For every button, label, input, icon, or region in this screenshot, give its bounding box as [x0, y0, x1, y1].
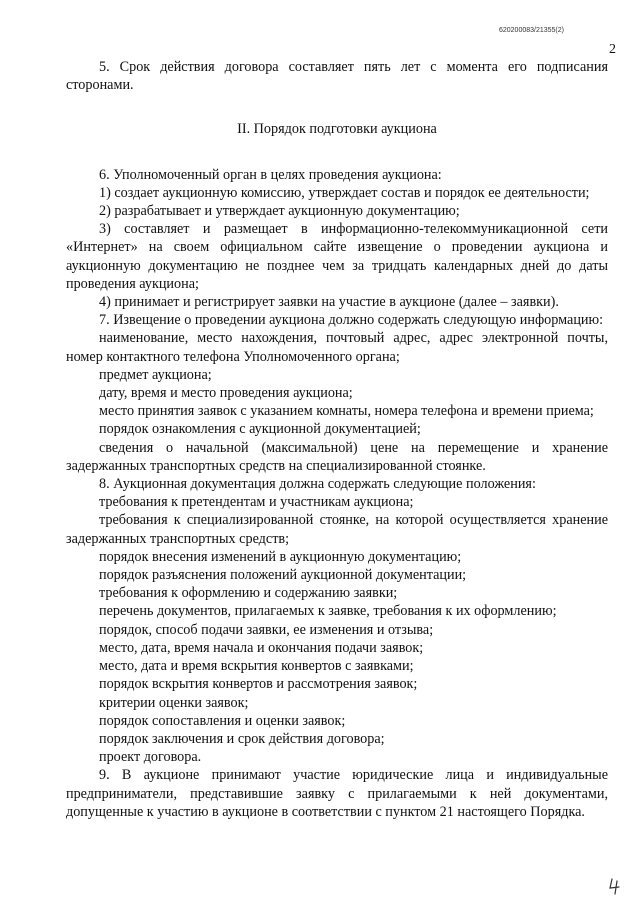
paragraph: порядок вскрытия конвертов и рассмотрения заявок;	[99, 676, 418, 693]
paragraph: 6. Уполномоченный орган в целях проведения аукциона:	[99, 166, 442, 183]
paragraph: порядок, способ подачи заявки, ее изменения и отзыва;	[99, 621, 434, 638]
section-title: II. Порядок подготовки аукциона	[237, 121, 437, 138]
paragraph: 9. В аукционе принимают участие юридические лица и индивидуальные предприниматели, представившие заявку с прилагаемыми к ней документами, допущенные к участию в аукционе в соответствии с пунктом 21 настоящего Порядка.	[66, 767, 608, 820]
paragraph: порядок заключения и срок действия договора;	[99, 730, 385, 747]
paragraph: порядок разъяснения положений аукционной документации;	[99, 567, 467, 584]
handwritten-mark-icon	[608, 877, 622, 895]
page-number: 2	[609, 42, 616, 57]
paragraph: порядок ознакомления с аукционной документацией;	[99, 421, 421, 438]
paragraph: 8. Аукционная документация должна содержать следующие положения:	[99, 476, 536, 493]
paragraph: место принятия заявок с указанием комнаты, номера телефона и времени приема;	[99, 403, 594, 420]
paragraph: 5. Срок действия договора составляет пять лет с момента его подписания сторонами.	[66, 59, 608, 94]
paragraph: 3) составляет и размещает в информационно-телекоммуникационной сети «Интернет» на своем официальном сайте извещение о проведении аукциона и аукционную документацию не позднее чем за тридцать календарных дней до даты проведения аукциона;	[66, 221, 608, 292]
paragraph: требования к оформлению и содержанию заявки;	[99, 585, 398, 602]
paragraph: дату, время и место проведения аукциона;	[99, 385, 353, 402]
paragraph: требования к специализированной стоянке, на которой осуществляется хранение задержанных транспортных средств;	[66, 512, 608, 547]
paragraph: порядок сопоставления и оценки заявок;	[99, 712, 346, 729]
paragraph-list	[66, 166, 608, 821]
paragraph: сведения о начальной (максимальной) цене на перемещение и хранение задержанных транспортных средств на специализированной стоянке.	[66, 439, 608, 474]
paragraph: требования к претендентам и участникам аукциона;	[99, 494, 414, 511]
paragraph: 4) принимает и регистрирует заявки на участие в аукционе (далее – заявки).	[99, 294, 559, 311]
paragraph: критерии оценки заявок;	[99, 694, 249, 711]
paragraph: проект договора.	[99, 749, 202, 766]
paragraph: 7. Извещение о проведении аукциона должно содержать следующую информацию:	[99, 312, 604, 329]
document-code: 620200083/21355(2)	[498, 27, 564, 34]
paragraph: 2) разрабатывает и утверждает аукционную документацию;	[99, 203, 460, 220]
paragraph: перечень документов, прилагаемых к заявке, требования к их оформлению;	[99, 603, 557, 620]
paragraph: предмет аукциона;	[99, 366, 212, 383]
paragraph: 1) создает аукционную комиссию, утверждает состав и порядок ее деятельности;	[99, 184, 590, 201]
document-body	[66, 58, 608, 821]
paragraph: наименование, место нахождения, почтовый адрес, адрес электронной почты, номер контактного телефона Уполномоченного органа;	[66, 330, 608, 365]
paragraph: место, дата и время вскрытия конвертов с заявками;	[99, 658, 414, 675]
paragraph: порядок внесения изменений в аукционную документацию;	[99, 548, 462, 565]
paragraph: место, дата, время начала и окончания подачи заявок;	[99, 639, 424, 656]
